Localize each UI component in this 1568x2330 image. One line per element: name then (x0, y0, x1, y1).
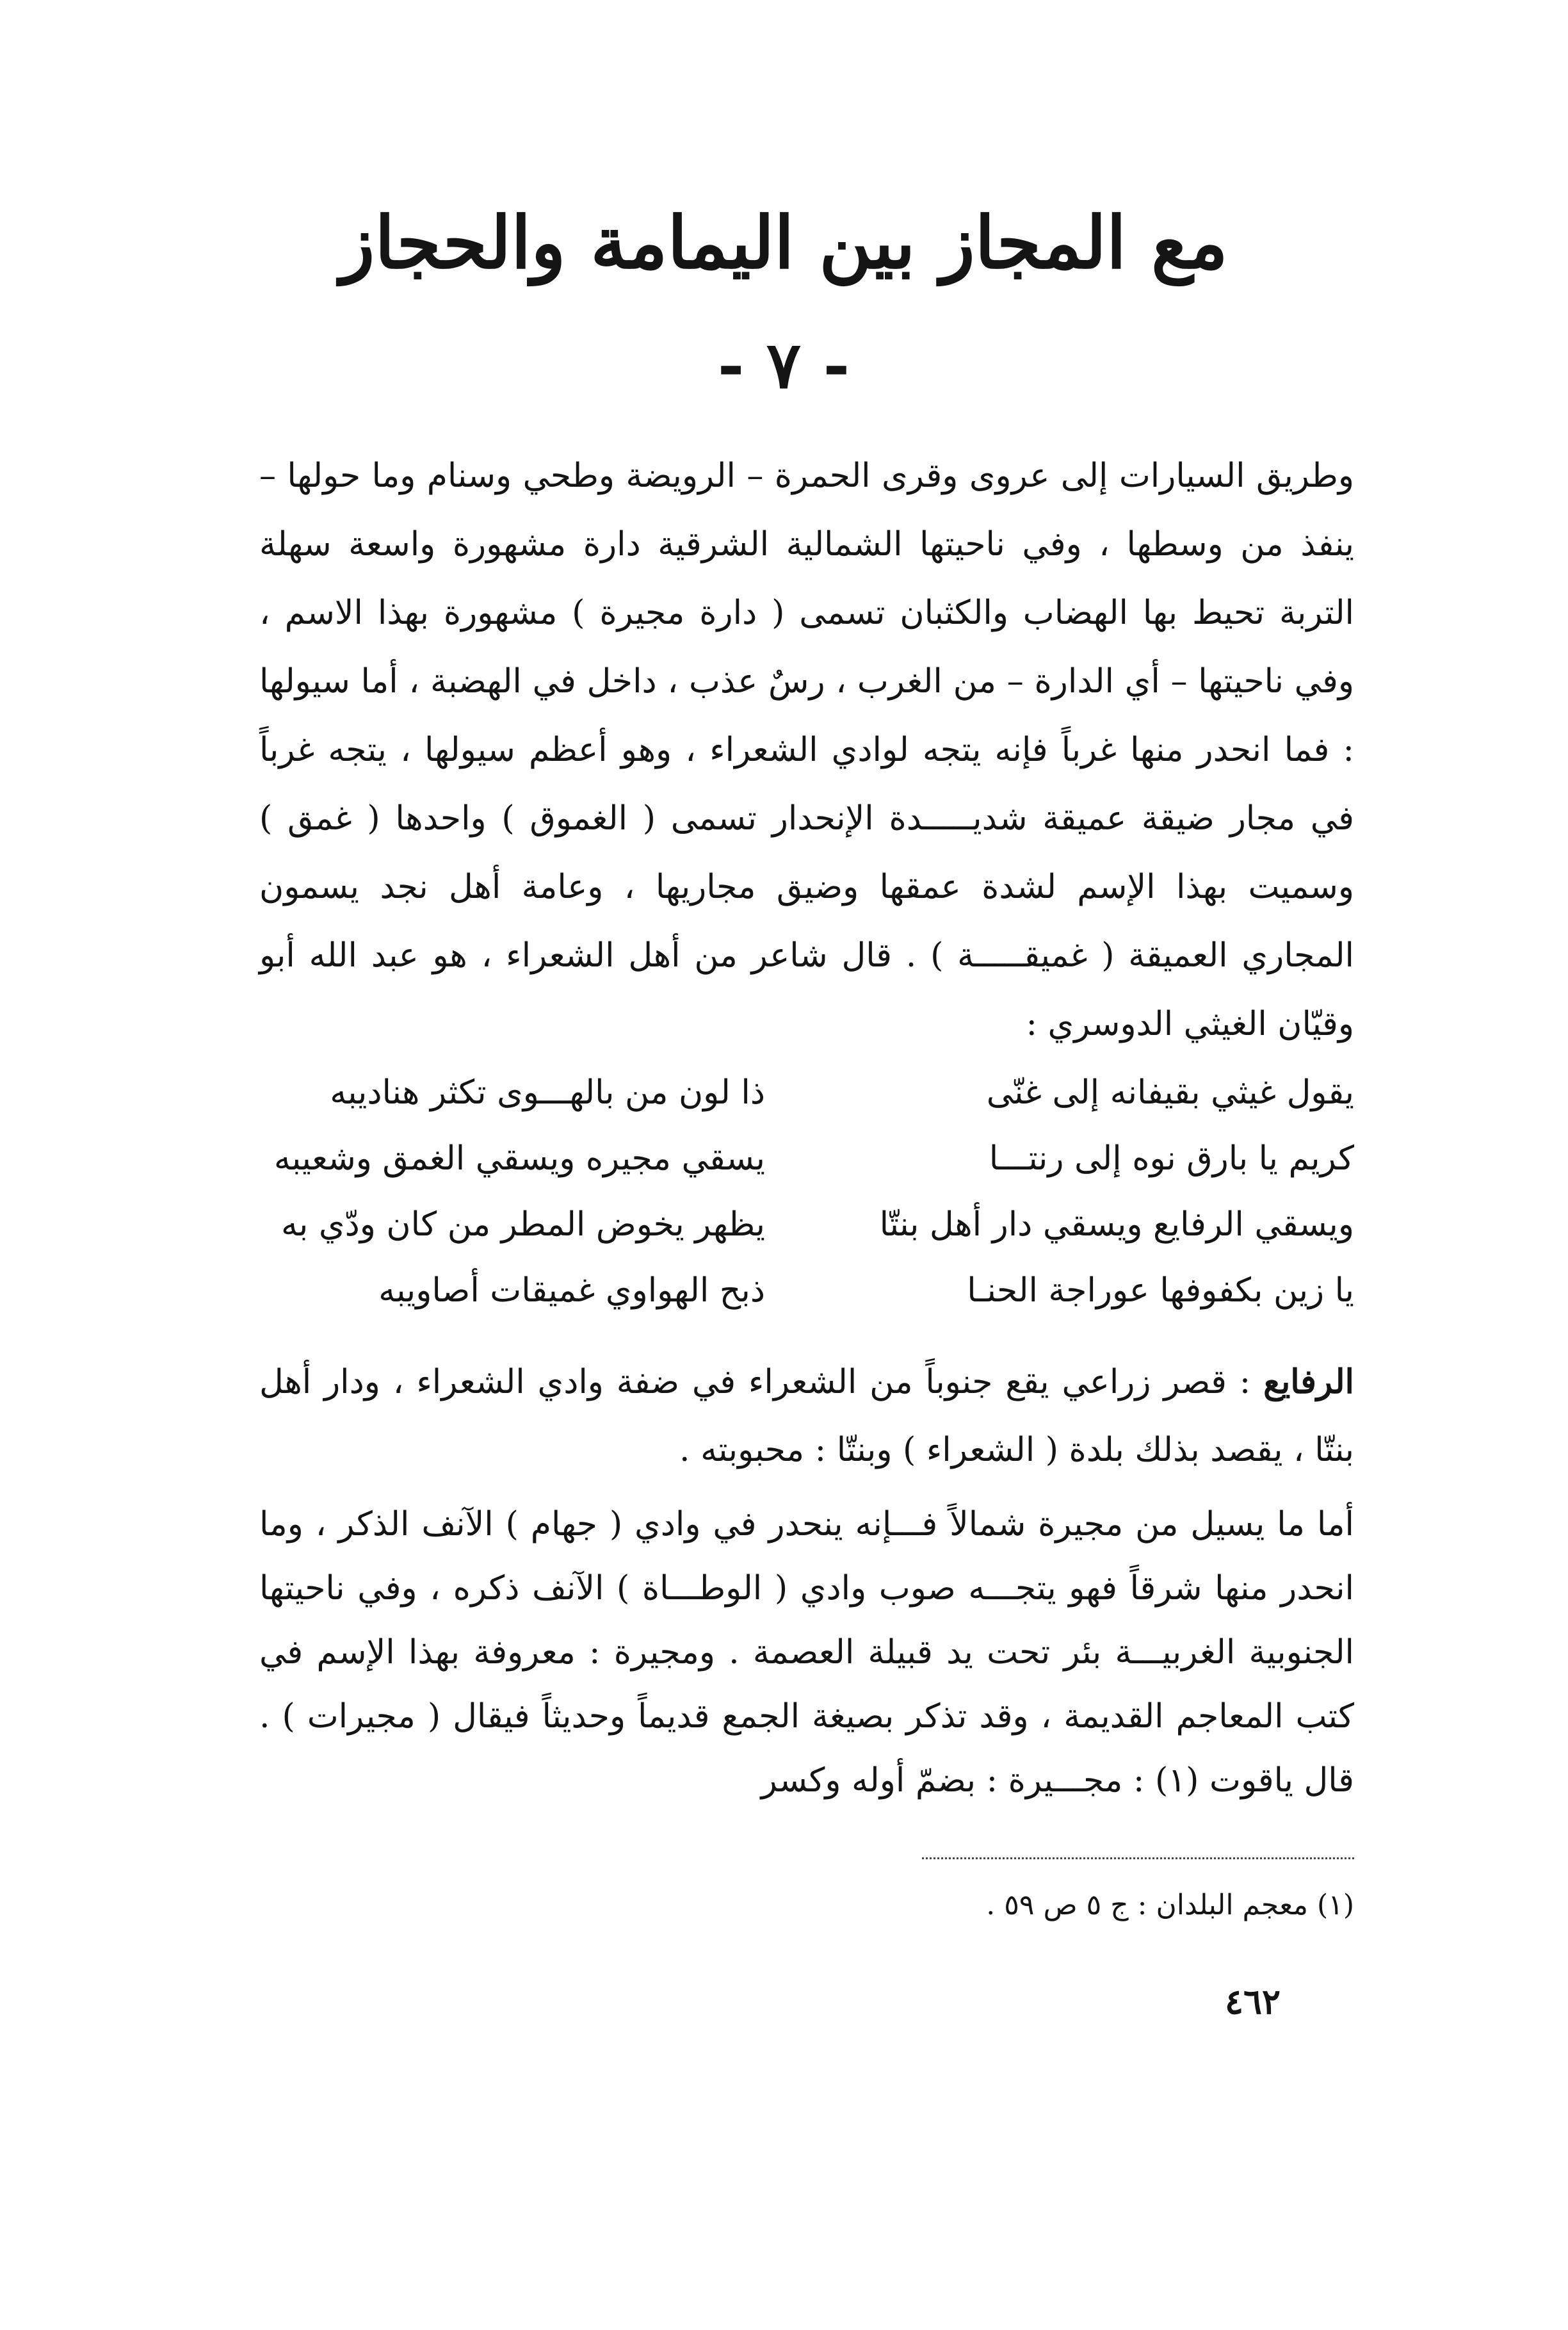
page-number: ٤٦٢ (1224, 1981, 1281, 2022)
footnote: (١) معجم البلدان : ج ٥ ص ٥٩ . (986, 1889, 1354, 1921)
poem (259, 1060, 1354, 1324)
definition-text: : قصر زراعي يقع جنوباً من الشعراء في ضفة وادي الشعراء ، ودار أهل بنتّا ، يقصد بذلك بلدة ( الشعراء ) وبنتّا : محبوبته . (259, 1363, 1354, 1469)
second-hemistich: يسقي مجيره ويسقي الغمق وشعيبه (273, 1139, 765, 1178)
paragraph-text: وطريق السيارات إلى عروى وقرى الحمرة – الرويضة وطحي وسنام وما حولها – ينفذ من وسطها ، وفي ناحيتها الشمالية الشرقية دارة مشهورة واسعة سهلة التربة تحيط بها الهضاب والكثبان تسمى ( دارة مجيرة ) مشهورة بهذا الاسم ، وفي ناحيتها – أي الدارة – من الغرب ، رسٌ عذب ، داخل في الهضبة ، أما سيولها : فما انحدر منها غرباً فإنه يتجه لوادي الشعراء ، وهو أعظم سيولها ، يتجه غرباً في مجار ضيقة عميقة شديـــــدة الإنحدار تسمى ( الغموق ) واحدها ( غمق ) وسميت بهذا الإسم لشدة عمقها وضيق مجاريها ، وعامة أهل نجد يسمون المجاري العميقة ( غميقـــــة ) . قال شاعر من أهل الشعراء ، هو عبد الله أبو وقيّان الغيثي الدوسري : (259, 457, 1354, 1043)
paragraph-text: أما ما يسيل من مجيرة شمالاً فـــإنه ينحدر في وادي ( جهام ) الآنف الذكر ، وما انحدر منها شرقاً فهو يتجـــه صوب وادي ( الوطـــاة ) الآنف ذكره ، وفي ناحيتها الجنوبية الغربيـــة بئر تحت يد قبيلة العصمة . ومجيرة : معروفة بهذا الإسم في كتب المعاجم القديمة ، وقد تذكر بصيغة الجمع قديماً وحديثاً فيقال ( مجيرات ) . قال ياقوت (١) : مجـــيرة : بضمّ أوله وكسر (259, 1505, 1354, 1800)
first-hemistich: كريم يا بارق نوه إلى رنتـــا (989, 1139, 1354, 1178)
poem-verse (259, 1258, 1354, 1324)
poem-verse (259, 1192, 1354, 1258)
paragraph-text (259, 1348, 1354, 1484)
first-hemistich: يقول غيثي بقيفانه إلى غنّى (986, 1073, 1354, 1112)
part-number: - ٧ - (717, 327, 850, 403)
paragraph-3 (259, 1492, 1354, 1813)
second-hemistich: يظهر يخوض المطر من كان ودّي به (281, 1205, 765, 1244)
second-hemistich: ذبح الهواوي غميقات أصاويبه (378, 1271, 765, 1310)
poem-verse (259, 1126, 1354, 1192)
paragraph-2 (259, 1348, 1354, 1484)
first-hemistich: يا زين بكفوفها عوراجة الحنـا (967, 1271, 1354, 1310)
chapter-title: مع المجاز بين اليمامة والحجاز (340, 201, 1228, 285)
second-hemistich: ذا لون من بالهـــوى تكثر هناديبه (330, 1073, 765, 1112)
defined-term: الرفايع (1263, 1362, 1354, 1401)
poem-verse (259, 1060, 1354, 1126)
footnote-divider (922, 1857, 1354, 1859)
first-hemistich: ويسقي الرفايع ويسقي دار أهل بنتّا (879, 1205, 1354, 1244)
paragraph-1 (259, 442, 1354, 1059)
